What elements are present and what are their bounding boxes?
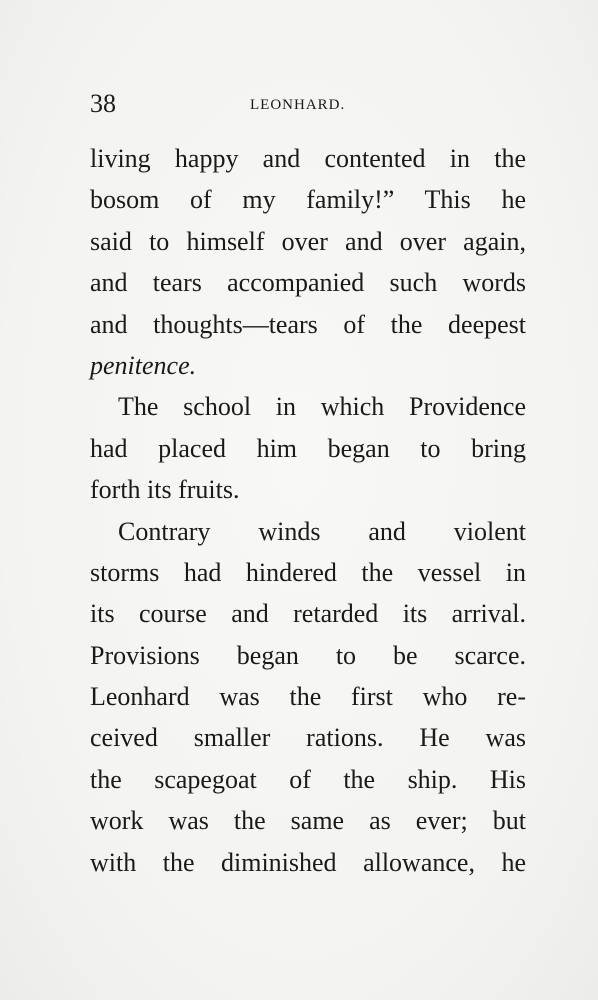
text-line-italic: penitence. xyxy=(90,350,197,380)
page-header xyxy=(90,86,526,122)
text-line: forth its fruits. xyxy=(90,475,240,505)
page-number: 38 xyxy=(90,89,116,118)
running-head: LEONHARD. xyxy=(250,97,346,113)
text-line: bosom of my family!” This he xyxy=(90,185,526,215)
text-line: work was the same as ever; but xyxy=(90,806,526,836)
text-line: said to himself over and over again, xyxy=(90,226,526,256)
text-line: the scapegoat of the ship. His xyxy=(90,764,526,794)
text-line: with the diminished allowance, he xyxy=(90,847,526,877)
text-line: and tears accompanied such words xyxy=(90,268,526,298)
text-line: had placed him began to bring xyxy=(90,433,526,463)
text-line: its course and retarded its arrival. xyxy=(90,599,526,629)
text-line: living happy and contented in the xyxy=(90,144,526,173)
text-line: Contrary winds and violent xyxy=(118,516,526,546)
text-line: storms had hindered the vessel in xyxy=(90,557,526,587)
text-line: The school in which Providence xyxy=(118,392,526,422)
text-line: Leonhard was the first who re- xyxy=(90,682,526,712)
text-line: ceived smaller rations. He was xyxy=(90,723,526,753)
text-line: and thoughts—tears of the deepest xyxy=(90,309,526,339)
body-text xyxy=(90,138,526,883)
text-line: Provisions began to be scarce. xyxy=(90,640,526,670)
